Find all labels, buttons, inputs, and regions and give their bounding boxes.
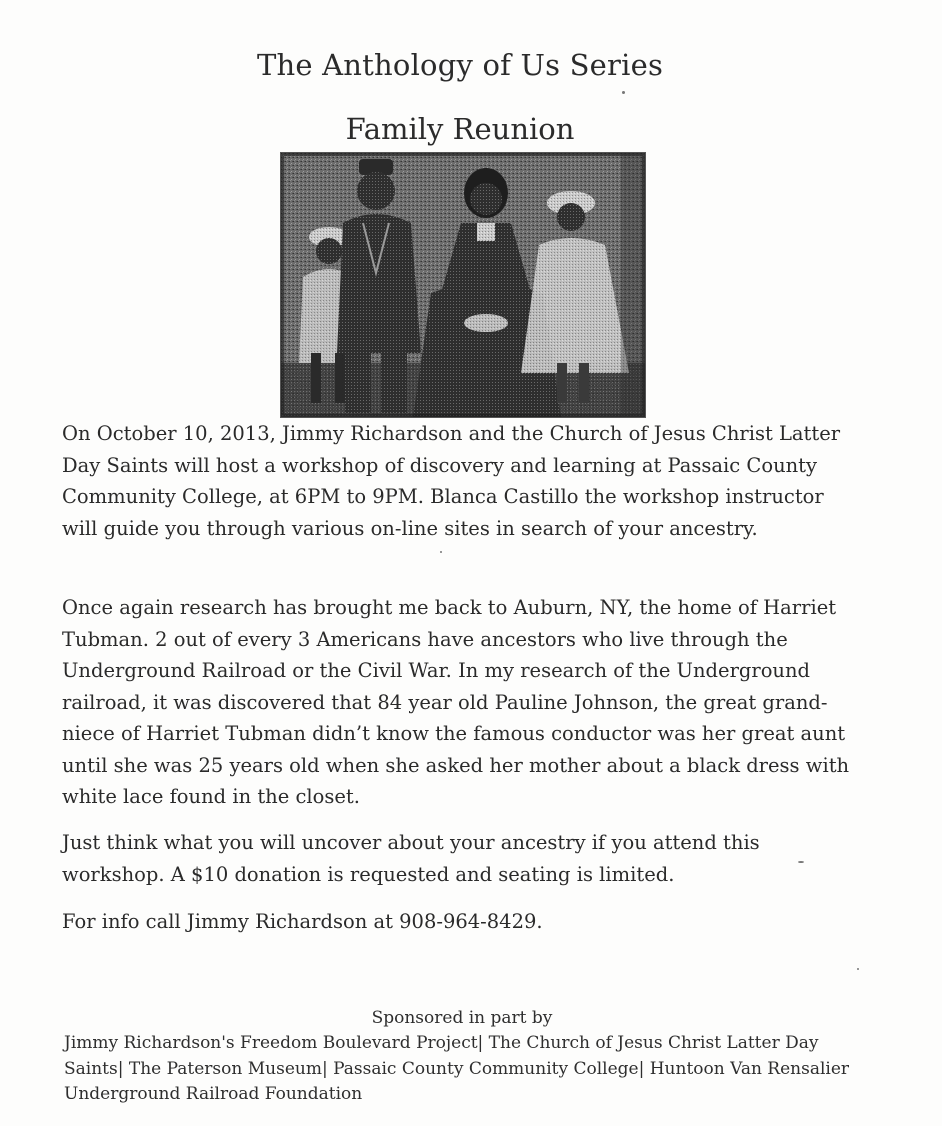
paragraph-invitation: Just think what you will uncover about your ancestry if you attend this workshop. A $10 donation is requested and seating is limited. xyxy=(62,831,760,886)
family-portrait-photo xyxy=(280,152,646,418)
page-title: The Anthology of Us Series xyxy=(256,48,664,82)
page-subtitle: Family Reunion xyxy=(345,112,575,146)
scan-speck xyxy=(857,968,859,970)
sponsor-list: Jimmy Richardson's Freedom Boulevard Project| The Church of Jesus Christ Latter Day Saints| The Paterson Museum| Passaic County Community College| Huntoon Van Rensalier Underground Railroad Foundation xyxy=(64,1033,850,1104)
paragraph-workshop: On October 10, 2013, Jimmy Richardson and the Church of Jesus Christ Latter Day Saints will host a workshop of discovery and learning at Passaic County Community College, at 6PM to 9PM. Blanca Castillo the workshop instructor will guide you through various on-line sites in search of your ancestry. xyxy=(62,422,841,540)
paragraph-contact: For info call Jimmy Richardson at 908-964-8429. xyxy=(62,910,543,933)
scan-speck xyxy=(440,551,442,553)
scan-speck xyxy=(798,861,804,863)
paragraph-research: Once again research has brought me back to Auburn, NY, the home of Harriet Tubman. 2 out of every 3 Americans have ancestors who live through the Underground Railroad or the Civil War. In my research of the Underground railroad, it was discovered that 84 year old Pauline Johnson, the great grand-niece of Harriet Tubman didn’t know the famous conductor was her great aunt until she was 25 years old when she asked her mother about a black dress with white lace found in the closet. xyxy=(62,596,850,808)
sponsor-heading: Sponsored in part by xyxy=(371,1008,553,1028)
scan-speck xyxy=(622,91,625,94)
